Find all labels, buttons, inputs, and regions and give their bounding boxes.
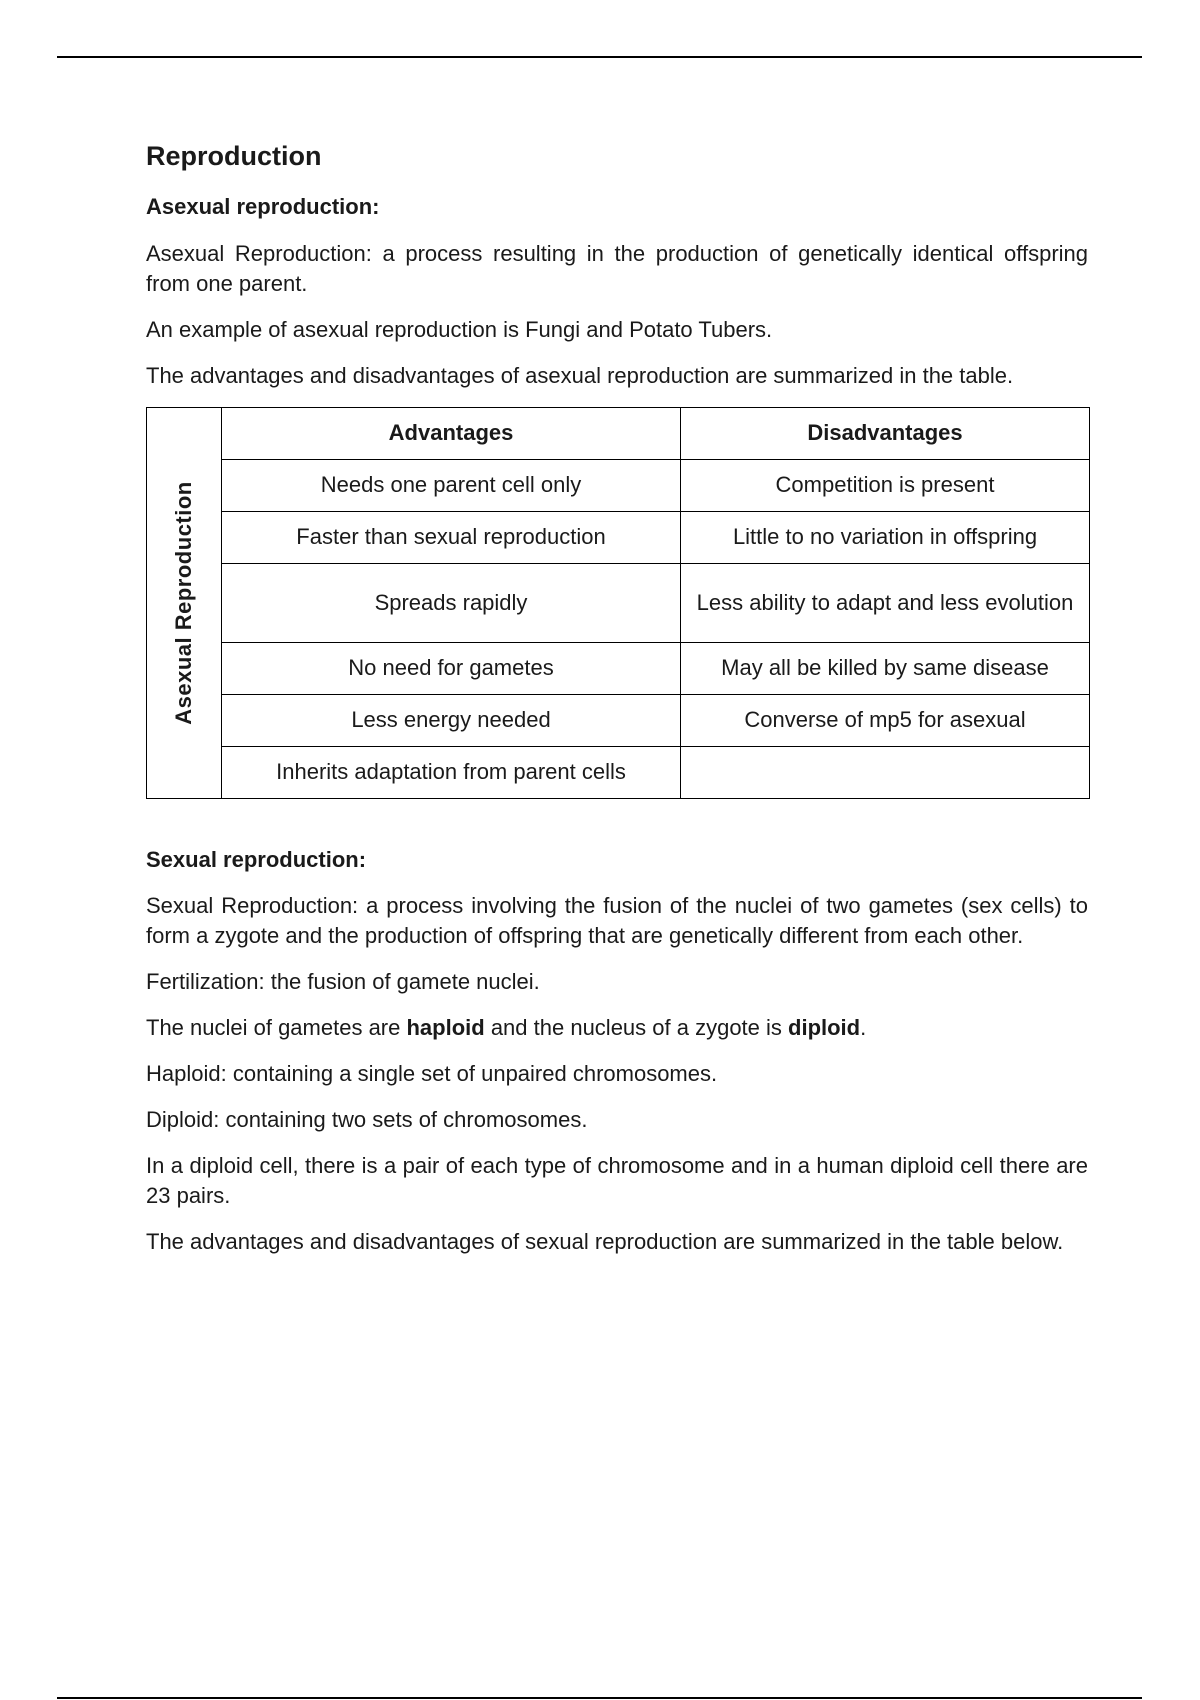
diploid-term: diploid (788, 1015, 861, 1041)
advantage-cell: Less energy needed (222, 694, 681, 746)
sentence-part: . (860, 1015, 867, 1041)
table-row (147, 694, 1090, 746)
table-side-label: Asexual Reproduction (171, 481, 196, 725)
page-content (146, 140, 1088, 1273)
disadvantages-header: Disadvantages (681, 407, 1090, 459)
table-row (147, 642, 1090, 694)
asexual-table (146, 407, 1090, 799)
sentence-part: The nuclei of gametes are (146, 1015, 407, 1041)
asexual-table-intro: The advantages and disadvantages of asexual reproduction are summarized in the table. (146, 362, 1014, 388)
table-row (147, 746, 1090, 798)
asexual-heading: Asexual reproduction: (146, 194, 380, 220)
disadvantage-cell: Competition is present (681, 459, 1090, 511)
table-row (147, 459, 1090, 511)
fertilization-definition: Fertilization: the fusion of gamete nuclei. (146, 969, 540, 995)
advantage-cell: Faster than sexual reproduction (222, 511, 681, 563)
advantage-cell: Inherits adaptation from parent cells (222, 746, 681, 798)
diploid-cell-note: In a diploid cell, there is a pair of each type of chromosome and in a human diploid cell there are 23 pairs. (146, 1153, 1088, 1209)
asexual-example: An example of asexual reproduction is Fungi and Potato Tubers. (146, 316, 773, 342)
page-title: Reproduction (146, 141, 322, 171)
haploid-definition: Haploid: containing a single set of unpaired chromosomes. (146, 1061, 718, 1087)
bottom-rule (57, 1697, 1142, 1699)
advantage-cell: No need for gametes (222, 642, 681, 694)
advantage-cell: Spreads rapidly (222, 563, 681, 642)
disadvantage-cell (681, 746, 1090, 798)
haploid-diploid-sentence (146, 1013, 1088, 1043)
table-row (147, 511, 1090, 563)
sentence-part: and the nucleus of a zygote is (484, 1015, 789, 1041)
asexual-definition: Asexual Reproduction: a process resulting in the production of genetically identical offspring from one parent. (146, 240, 1088, 296)
sexual-definition: Sexual Reproduction: a process involving the fusion of the nuclei of two gametes (sex cells) to form a zygote and the production of offspring that are genetically different from each other. (146, 893, 1088, 949)
diploid-definition: Diploid: containing two sets of chromosomes. (146, 1107, 588, 1133)
sexual-table-intro: The advantages and disadvantages of sexual reproduction are summarized in the table below. (146, 1229, 1064, 1255)
table-side-cell (147, 407, 222, 798)
advantage-cell: Needs one parent cell only (222, 459, 681, 511)
disadvantage-cell: Converse of mp5 for asexual (681, 694, 1090, 746)
disadvantage-cell: Less ability to adapt and less evolution (681, 563, 1090, 642)
advantages-header: Advantages (222, 407, 681, 459)
haploid-term: haploid (406, 1015, 485, 1041)
disadvantage-cell: May all be killed by same disease (681, 642, 1090, 694)
top-rule (57, 56, 1142, 58)
sexual-heading: Sexual reproduction: (146, 846, 367, 872)
disadvantage-cell: Little to no variation in offspring (681, 511, 1090, 563)
table-row (147, 563, 1090, 642)
